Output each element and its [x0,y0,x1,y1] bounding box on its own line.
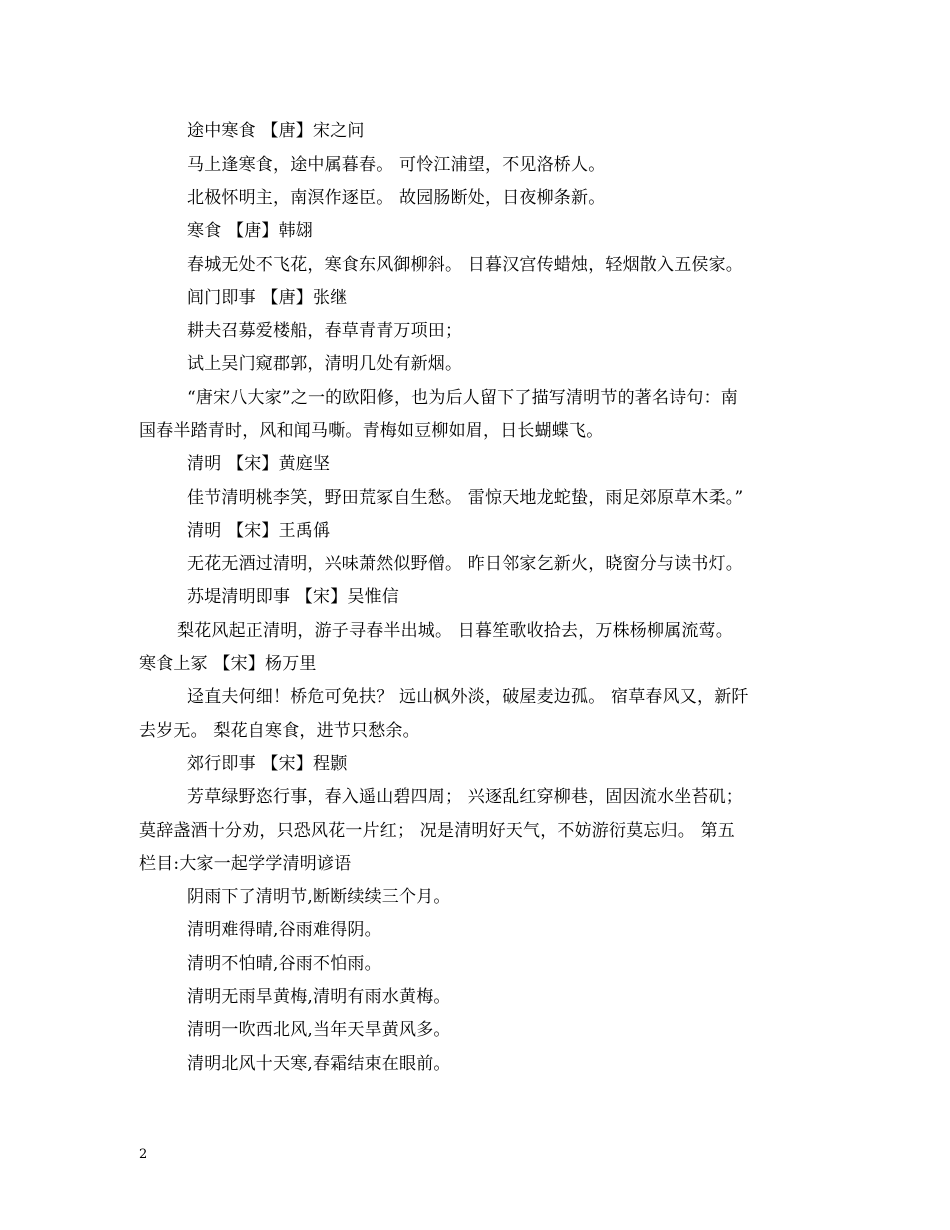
poem-title-qingming-wang: 清明 【宋】王禹偁 [187,521,331,541]
poem-line: 芳草绿野恣行事，春入遥山碧四周； 兴逐乱红穿柳巷，固因流水坐苔矶； [187,787,744,807]
poem-line: 莫辞盏酒十分劝，只恐风花一片红； 况是清明好天气，不妨游衍莫忘归。 第五 [139,821,736,841]
poem-line: 马上逢寒食，途中属暮春。 可怜江浦望，不见洛桥人。 [187,155,606,175]
proverb-line: 阴雨下了清明节,断断续续三个月。 [187,887,451,907]
poem-line: 耕夫召募爱楼船，春草青青万项田； [187,321,463,341]
poem-line: 春城无处不飞花，寒食东风御柳斜。 日暮汉宫传蜡烛，轻烟散入五侯家。 [187,255,744,275]
page-number: 2 [139,1147,148,1162]
poem-line: 去岁无。 梨花自寒食，进节只愁余。 [139,721,420,741]
poem-line: 迳直夫何细！桥危可免扶？ 远山枫外淡，破屋麦边孤。 宿草春风又，新阡 [187,687,749,707]
paragraph-line: 国春半踏青时，风和闻马嘶。青梅如豆柳如眉，日长蝴蝶飞。 [139,421,604,441]
poem-title-lvmen-jishi: 闾门即事 【唐】张继 [187,288,348,308]
proverb-line: 清明难得晴,谷雨难得阴。 [187,920,382,940]
poem-line: 佳节清明桃李笑，野田荒冢自生愁。 雷惊天地龙蛇蛰，雨足郊原草木柔。” [187,488,744,508]
proverb-line: 清明不怕晴,谷雨不怕雨。 [187,954,382,974]
poem-title-jiaoxing-jishi: 郊行即事 【宋】程颢 [187,754,348,774]
poem-title-hanshi: 寒食 【唐】韩翃 [187,221,314,241]
proverb-line: 清明北风十天寒,春霜结束在眼前。 [187,1054,451,1074]
poem-line: 试上吴门窥郡郭，清明几处有新烟。 [187,354,463,374]
poem-line: 梨花风起正清明，游子寻春半出城。 日暮笙歌收拾去，万株杨柳属流莺。 [177,621,734,641]
poem-title-tuzhong-hanshi: 途中寒食 【唐】宋之问 [187,121,365,141]
poem-title-qingming-huang: 清明 【宋】黄庭坚 [187,454,331,474]
poem-line: 无花无酒过清明，兴味萧然似野僧。 昨日邻家乞新火，晓窗分与读书灯。 [187,554,744,574]
proverb-line: 清明无雨旱黄梅,清明有雨水黄梅。 [187,987,451,1007]
paragraph-line: “唐宋八大家”之一的欧阳修，也为后人留下了描写清明节的著名诗句：南 [187,388,738,408]
poem-title-hanshi-shangzhong: 寒食上冢 【宋】杨万里 [139,654,317,674]
proverb-line: 清明一吹西北风,当年天旱黄风多。 [187,1020,451,1040]
poem-title-sudi-qingming: 苏堤清明即事 【宋】吴惟信 [187,587,400,607]
poem-line: 北极怀明主，南溟作逐臣。 故园肠断处，日夜柳条新。 [187,188,606,208]
section-heading: 栏目:大家一起学学清明谚语 [139,854,352,874]
